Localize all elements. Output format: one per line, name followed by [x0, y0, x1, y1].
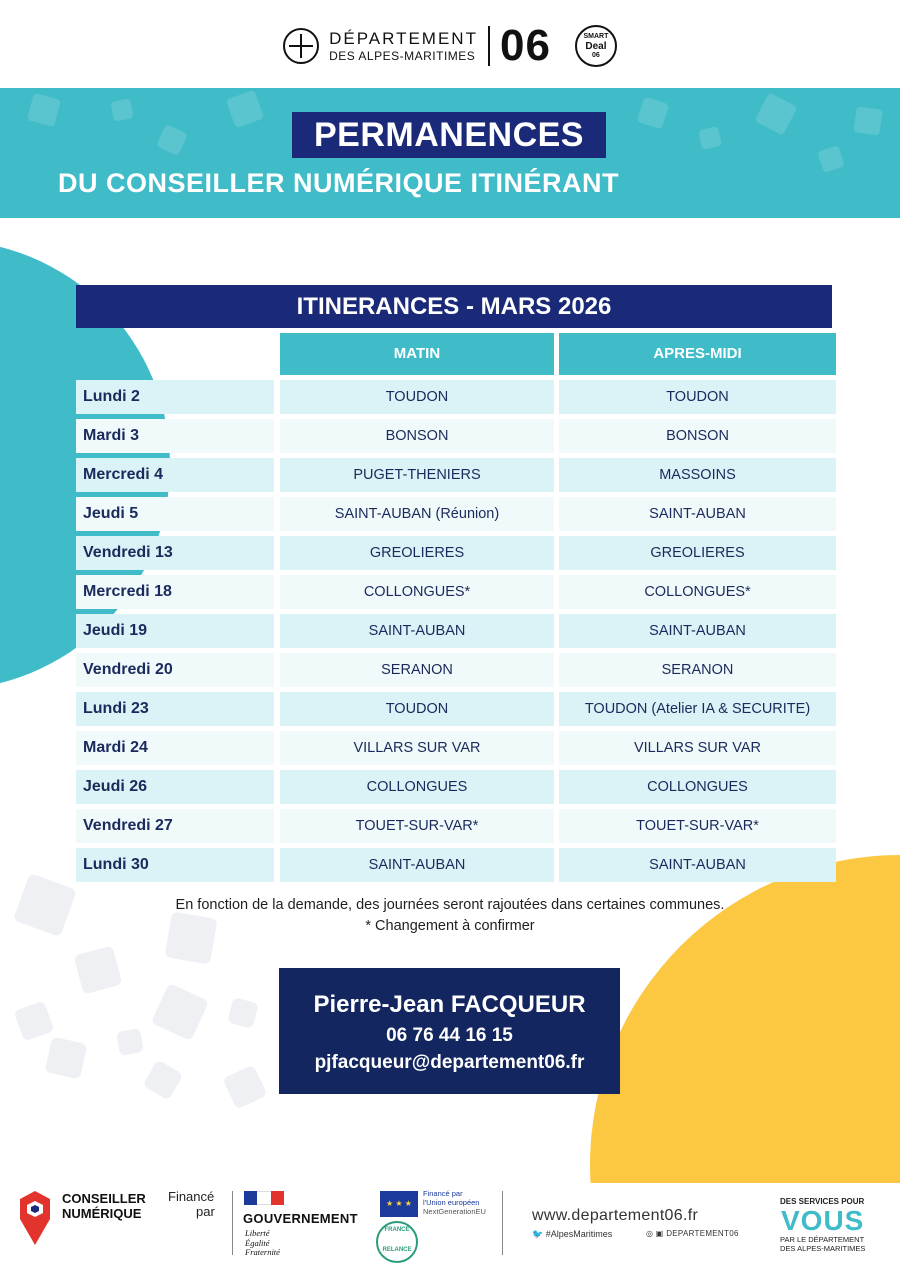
table-row — [76, 653, 836, 692]
schedule-header-row — [76, 333, 836, 375]
table-row — [76, 419, 836, 458]
banner-square-decoration — [698, 126, 722, 150]
banner-subtitle: DU CONSEILLER NUMÉRIQUE ITINÉRANT — [58, 168, 620, 198]
ghost-square-decoration — [74, 946, 123, 995]
footer — [0, 1185, 900, 1273]
banner-square-decoration — [754, 92, 797, 135]
banner-square-decoration — [817, 145, 845, 173]
department-number: 06 — [499, 21, 551, 70]
banner-square-decoration — [27, 93, 61, 127]
row-day: Vendredi 27 — [76, 809, 274, 843]
vous-logo: VOUS — [781, 1205, 865, 1236]
french-flag-icon — [244, 1191, 284, 1205]
twitter-icon: 🐦 — [532, 1229, 546, 1239]
row-morning: TOUET-SUR-VAR* — [280, 809, 554, 843]
row-afternoon: SAINT-AUBAN — [559, 848, 836, 882]
department-name-line2: DES ALPES-MARITIMES — [329, 49, 476, 63]
vous-top-label: DES SERVICES POUR — [780, 1197, 865, 1206]
row-day: Lundi 23 — [76, 692, 274, 726]
smart-deal-line1: SMART — [583, 32, 609, 40]
row-afternoon: COLLONGUES — [559, 770, 836, 804]
ghost-square-decoration — [13, 1000, 54, 1041]
row-morning: SERANON — [280, 653, 554, 687]
row-morning: SAINT-AUBAN — [280, 614, 554, 648]
row-afternoon: SAINT-AUBAN — [559, 497, 836, 531]
row-day: Jeudi 5 — [76, 497, 274, 531]
row-afternoon: TOUDON (Atelier IA & SECURITE) — [559, 692, 836, 726]
relance-line1: FRANCE — [384, 1227, 410, 1233]
motto-egalite: Égalité — [245, 1237, 270, 1248]
twitter-handle — [532, 1229, 612, 1240]
row-morning: SAINT-AUBAN — [280, 848, 554, 882]
banner-square-decoration — [156, 124, 188, 156]
row-day: Vendredi 20 — [76, 653, 274, 687]
eu-line3: NextGenerationEU — [423, 1207, 486, 1216]
vous-bottom-line2: DES ALPES-MARITIMES — [780, 1244, 866, 1253]
table-row — [76, 731, 836, 770]
website-link[interactable]: www.departement06.fr — [532, 1207, 699, 1224]
relance-line2: RELANCE — [382, 1247, 412, 1253]
table-row — [76, 458, 836, 497]
ghost-square-decoration — [227, 997, 259, 1029]
row-afternoon: BONSON — [559, 419, 836, 453]
banner-square-decoration — [637, 97, 670, 130]
row-morning: PUGET-THENIERS — [280, 458, 554, 492]
department-name — [329, 30, 478, 62]
header-morning: MATIN — [280, 333, 554, 375]
row-morning: COLLONGUES — [280, 770, 554, 804]
row-afternoon: TOUDON — [559, 380, 836, 414]
eu-line2: l'Union européen — [423, 1198, 480, 1207]
funded-line1: Financé — [168, 1189, 215, 1204]
banner-square-decoration — [110, 98, 133, 121]
row-afternoon: COLLONGUES* — [559, 575, 836, 609]
header-afternoon: APRES-MIDI — [559, 333, 836, 375]
row-morning: VILLARS SUR VAR — [280, 731, 554, 765]
table-row — [76, 575, 836, 614]
table-row — [76, 848, 836, 887]
ghost-square-decoration — [151, 983, 209, 1041]
table-row — [76, 614, 836, 653]
department-name-line1: DÉPARTEMENT — [329, 29, 478, 48]
row-afternoon: SERANON — [559, 653, 836, 687]
footer-divider — [232, 1191, 233, 1255]
smart-deal-line3: 06 — [592, 51, 600, 59]
table-row — [76, 770, 836, 809]
social-handle-text: DEPARTEMENT06 — [666, 1229, 739, 1238]
smart-deal-line2: Deal — [585, 40, 607, 52]
row-morning: BONSON — [280, 419, 554, 453]
france-relance-logo — [376, 1221, 418, 1263]
motto-fraternite: Fraternité — [245, 1247, 280, 1257]
contact-phone[interactable]: 06 76 44 16 15 — [386, 1025, 513, 1046]
social-handle — [646, 1229, 739, 1238]
eu-flag-icon: ★ ★ ★ — [380, 1191, 418, 1217]
government-label: GOUVERNEMENT — [243, 1211, 358, 1226]
smart-deal-logo — [575, 25, 617, 67]
table-row — [76, 380, 836, 419]
row-day: Lundi 30 — [76, 848, 274, 882]
ghost-square-decoration — [222, 1064, 267, 1109]
funded-by-label — [168, 1189, 215, 1219]
eu-line1: Financé par — [423, 1189, 463, 1198]
eu-funding-label — [423, 1189, 486, 1216]
header-logos — [0, 22, 900, 70]
instagram-facebook-icon: ◎ ▣ — [646, 1229, 667, 1238]
conseiller-line2: NUMÉRIQUE — [62, 1206, 142, 1221]
note-demand: En fonction de la demande, des journées seront rajoutées dans certaines communes. — [175, 897, 725, 913]
schedule-title: ITINERANCES - MARS 2026 — [76, 285, 832, 328]
note-confirmation: * Changement à confirmer — [365, 918, 535, 934]
row-morning: GREOLIERES — [280, 536, 554, 570]
contact-box — [279, 968, 620, 1094]
department-emblem-icon — [283, 28, 319, 64]
ghost-square-decoration — [116, 1028, 144, 1056]
row-afternoon: TOUET-SUR-VAR* — [559, 809, 836, 843]
conseiller-numerique-label — [62, 1191, 146, 1221]
table-row — [76, 809, 836, 848]
row-morning: COLLONGUES* — [280, 575, 554, 609]
ghost-square-decoration — [143, 1060, 184, 1101]
row-day: Vendredi 13 — [76, 536, 274, 570]
banner-square-decoration — [853, 106, 882, 135]
row-afternoon: MASSOINS — [559, 458, 836, 492]
row-day: Mardi 24 — [76, 731, 274, 765]
twitter-tag: #AlpesMaritimes — [545, 1229, 613, 1239]
government-motto — [245, 1229, 280, 1258]
contact-name: Pierre-Jean FACQUEUR — [313, 991, 586, 1018]
row-day: Mercredi 4 — [76, 458, 274, 492]
conseiller-numerique-logo-icon — [18, 1189, 52, 1247]
row-day: Mercredi 18 — [76, 575, 274, 609]
banner-title: PERMANENCES — [292, 112, 606, 158]
vous-bottom-label — [780, 1235, 865, 1253]
row-afternoon: VILLARS SUR VAR — [559, 731, 836, 765]
funded-line2: par — [196, 1204, 215, 1219]
ghost-square-decoration — [45, 1037, 88, 1080]
row-day: Lundi 2 — [76, 380, 274, 414]
row-morning: SAINT-AUBAN (Réunion) — [280, 497, 554, 531]
table-row — [76, 497, 836, 536]
table-row — [76, 536, 836, 575]
row-afternoon: GREOLIERES — [559, 536, 836, 570]
header-divider — [488, 26, 490, 66]
row-afternoon: SAINT-AUBAN — [559, 614, 836, 648]
title-banner — [0, 88, 900, 218]
row-morning: TOUDON — [280, 380, 554, 414]
contact-email[interactable]: pjfacqueur@departement06.fr — [314, 1052, 585, 1073]
row-day: Jeudi 19 — [76, 614, 274, 648]
conseiller-line1: CONSEILLER — [62, 1191, 146, 1206]
banner-square-decoration — [226, 90, 264, 128]
row-day: Mardi 3 — [76, 419, 274, 453]
motto-liberte: Liberté — [245, 1228, 270, 1238]
schedule-table — [76, 380, 836, 887]
table-row — [76, 692, 836, 731]
vous-bottom-line1: PAR LE DÉPARTEMENT — [780, 1235, 865, 1244]
row-morning: TOUDON — [280, 692, 554, 726]
footer-divider — [502, 1191, 503, 1255]
row-day: Jeudi 26 — [76, 770, 274, 804]
